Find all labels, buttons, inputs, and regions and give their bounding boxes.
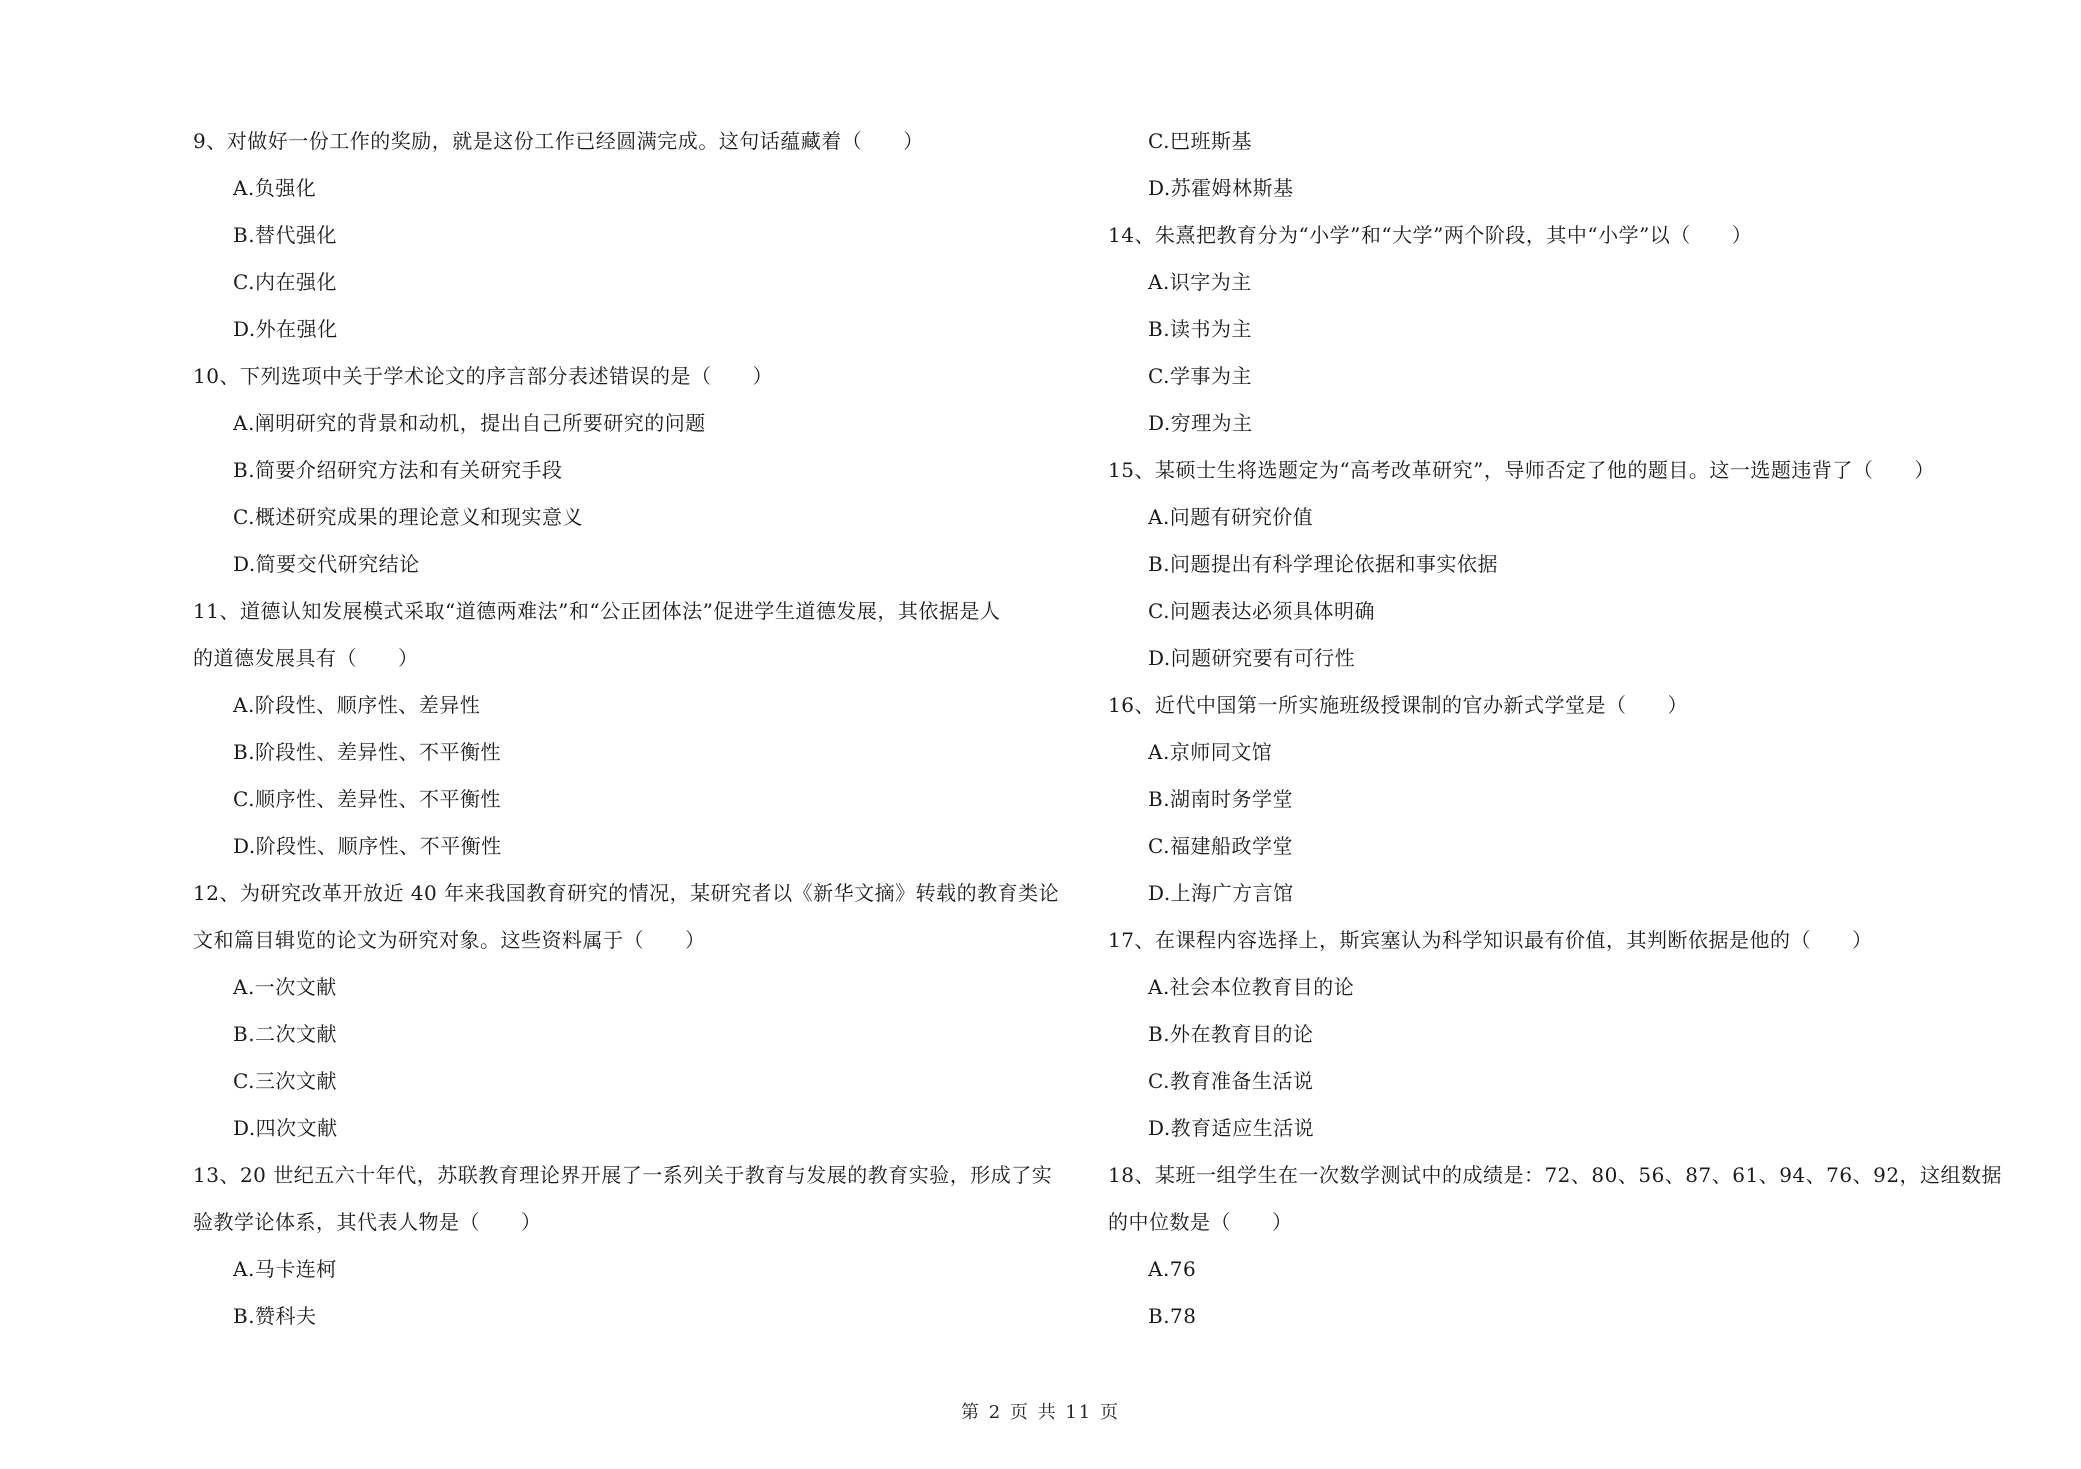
answer-option: B.二次文献 (233, 1022, 338, 1046)
answer-option: D.苏霍姆林斯基 (1148, 176, 1294, 200)
question-text: 的道德发展具有（ ） (193, 646, 419, 670)
answer-option: C.内在强化 (233, 270, 337, 294)
answer-option: D.穷理为主 (1148, 411, 1253, 435)
question-text: 13、20 世纪五六十年代，苏联教育理论界开展了一系列关于教育与发展的教育实验，形成了实 (193, 1163, 1053, 1187)
answer-option: C.教育准备生活说 (1148, 1069, 1314, 1093)
answer-option: C.顺序性、差异性、不平衡性 (233, 787, 501, 811)
answer-option: D.简要交代研究结论 (233, 552, 420, 576)
answer-option: B.读书为主 (1148, 317, 1253, 341)
answer-option: B.外在教育目的论 (1148, 1022, 1314, 1046)
answer-option: A.阶段性、顺序性、差异性 (233, 693, 481, 717)
answer-option: A.76 (1148, 1257, 1197, 1281)
question-text: 验教学论体系，其代表人物是（ ） (193, 1210, 542, 1234)
question-text: 9、对做好一份工作的奖励，就是这份工作已经圆满完成。这句话蕴藏着（ ） (193, 129, 924, 153)
question-text: 文和篇目辑览的论文为研究对象。这些资料属于（ ） (193, 928, 706, 952)
question-text: 12、为研究改革开放近 40 年来我国教育研究的情况，某研究者以《新华文摘》转载的教育类论 (193, 881, 1060, 905)
question-text: 16、近代中国第一所实施班级授课制的官办新式学堂是（ ） (1108, 693, 1688, 717)
answer-option: D.阶段性、顺序性、不平衡性 (233, 834, 502, 858)
answer-option: D.上海广方言馆 (1148, 881, 1294, 905)
page-footer: 第 2 页 共 11 页 (961, 1402, 1120, 1423)
question-text: 10、下列选项中关于学术论文的序言部分表述错误的是（ ） (193, 364, 773, 388)
question-text: 18、某班一组学生在一次数学测试中的成绩是：72、80、56、87、61、94、76、92，这组数据 (1108, 1163, 2003, 1187)
answer-option: C.概述研究成果的理论意义和现实意义 (233, 505, 583, 529)
answer-option: B.78 (1148, 1304, 1197, 1328)
question-text: 11、道德认知发展模式采取“道德两难法”和“公正团体法”促进学生道德发展，其依据是人 (193, 599, 1001, 623)
answer-option: A.问题有研究价值 (1148, 505, 1314, 529)
answer-option: B.问题提出有科学理论依据和事实依据 (1148, 552, 1499, 576)
answer-option: B.湖南时务学堂 (1148, 787, 1294, 811)
question-text: 15、某硕士生将选题定为“高考改革研究”，导师否定了他的题目。这一选题违背了（ ） (1108, 458, 1935, 482)
answer-option: C.三次文献 (233, 1069, 337, 1093)
answer-option: D.问题研究要有可行性 (1148, 646, 1356, 670)
right-column (1108, 118, 2003, 1340)
answer-option: C.问题表达必须具体明确 (1148, 599, 1375, 623)
answer-option: A.负强化 (233, 176, 317, 200)
question-text: 14、朱熹把教育分为“小学”和“大学”两个阶段，其中“小学”以（ ） (1108, 223, 1753, 247)
answer-option: C.巴班斯基 (1148, 129, 1252, 153)
answer-option: C.福建船政学堂 (1148, 834, 1293, 858)
answer-option: D.教育适应生活说 (1148, 1116, 1315, 1140)
answer-option: B.赞科夫 (233, 1304, 317, 1328)
left-column (193, 118, 1073, 1340)
answer-option: A.一次文献 (233, 975, 337, 999)
answer-option: B.替代强化 (233, 223, 338, 247)
question-text: 17、在课程内容选择上，斯宾塞认为科学知识最有价值，其判断依据是他的（ ） (1108, 928, 1873, 952)
answer-option: B.简要介绍研究方法和有关研究手段 (233, 458, 563, 482)
answer-option: D.外在强化 (233, 317, 338, 341)
answer-option: C.学事为主 (1148, 364, 1252, 388)
answer-option: B.阶段性、差异性、不平衡性 (233, 740, 502, 764)
question-text: 的中位数是（ ） (1108, 1210, 1293, 1234)
answer-option: A.阐明研究的背景和动机，提出自己所要研究的问题 (233, 411, 706, 435)
answer-option: A.马卡连柯 (233, 1257, 337, 1281)
answer-option: D.四次文献 (233, 1116, 338, 1140)
answer-option: A.识字为主 (1148, 270, 1252, 294)
answer-option: A.京师同文馆 (1148, 740, 1273, 764)
answer-option: A.社会本位教育目的论 (1148, 975, 1355, 999)
